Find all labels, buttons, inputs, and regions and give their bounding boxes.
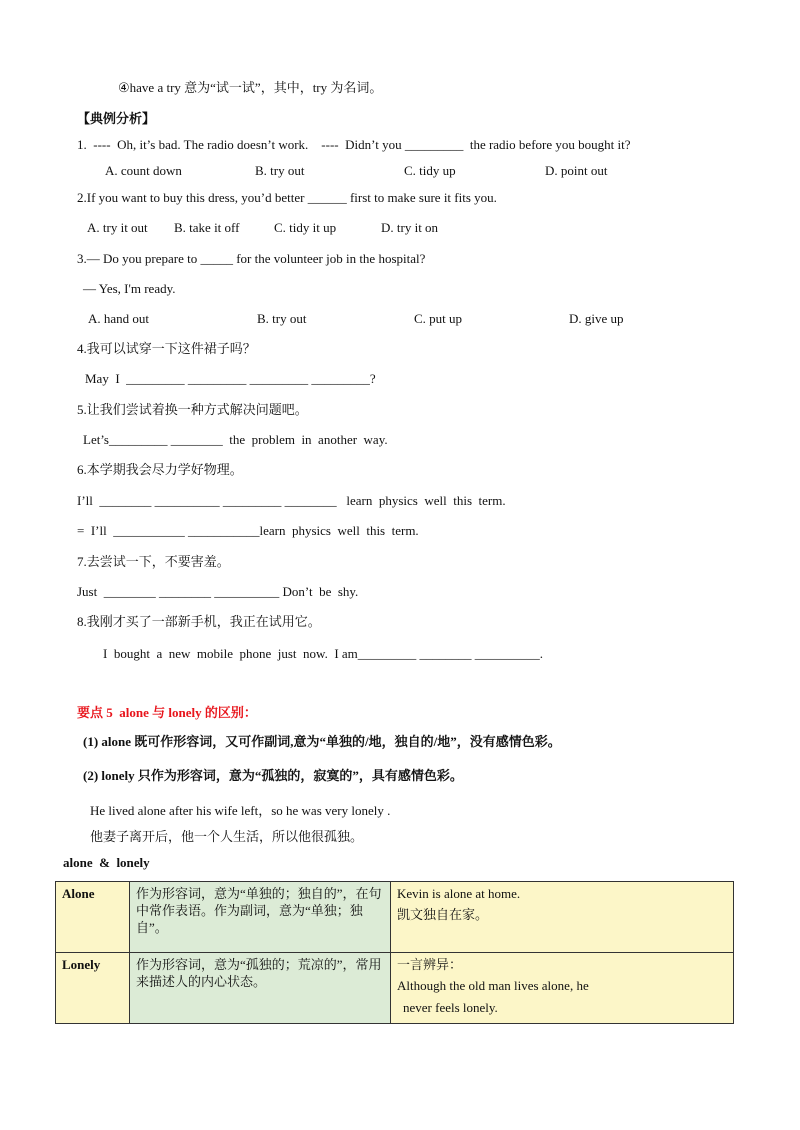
example-sentence-continued: never feels lonely. <box>403 1000 498 1015</box>
example-cell <box>391 953 734 1024</box>
q1-option-d: D. point out <box>545 163 608 178</box>
question-5-answer: Let’s_________ ________ the problem in another way. <box>83 432 388 447</box>
example-sentence: Kevin is alone at home. <box>397 886 521 901</box>
point-5-rule-1: (1) alone 既可作形容词，又可作副词,意为“单独的/地，独自的/地”，没有感情色彩。 <box>83 734 561 749</box>
q3-option-c: C. put up <box>414 311 463 326</box>
point-5-title: 要点 5 alone 与 lonely 的区别： <box>77 705 257 720</box>
example-translation: 凯文独自在家。 <box>397 907 489 922</box>
question-8-answer: I bought a new mobile phone just now. I am_________ ________ __________. <box>103 646 544 661</box>
question-3-reply: — Yes, I'm ready. <box>83 281 176 296</box>
question-4-answer: May I _________ _________ _________ _________? <box>85 371 376 386</box>
point-5-rule-2: (2) lonely 只作为形容词，意为“孤独的，寂寞的”，具有感情色彩。 <box>83 768 463 783</box>
q2-option-c: C. tidy it up <box>274 220 337 235</box>
alone-lonely-comparison-table <box>55 881 734 1024</box>
meaning-cell: 作为形容词，意为“单独的；独自的”，在句中常作表语。作为副词，意为“单独；独自”。 <box>130 882 391 953</box>
point-5-example-zh: 他妻子离开后，他一个人生活，所以他很孤独。 <box>90 829 364 844</box>
q3-option-b: B. try out <box>257 311 307 326</box>
point-5-example-en: He lived alone after his wife left，so he was very lonely . <box>90 803 391 818</box>
question-5-prompt: 5.让我们尝试着换一种方式解决问题吧。 <box>77 402 308 417</box>
question-7-answer: Just ________ ________ __________ Don’t be shy. <box>77 584 359 599</box>
question-1-stem: 1. ---- Oh, it’s bad. The radio doesn’t work. ---- Didn’t you _________ the radio before you bought it? <box>77 137 631 152</box>
comparison-table-caption: alone & lonely <box>63 855 150 870</box>
q2-option-a: A. try it out <box>87 220 148 235</box>
question-6-answer-1: I’ll ________ __________ _________ ________ learn physics well this term. <box>77 493 506 508</box>
example-label: 一言辨异： <box>397 957 463 972</box>
q1-option-a: A. count down <box>105 163 182 178</box>
example-cell <box>391 882 734 953</box>
question-2-stem: 2.If you want to buy this dress, you’d better ______ first to make sure it fits you. <box>77 190 497 205</box>
q1-option-c: C. tidy up <box>404 163 456 178</box>
question-8-prompt: 8.我刚才买了一部新手机，我正在试用它。 <box>77 614 321 629</box>
question-7-prompt: 7.去尝试一下，不要害羞。 <box>77 554 230 569</box>
table-row <box>56 953 734 1024</box>
word-cell: Lonely <box>56 953 130 1024</box>
meaning-cell: 作为形容词，意为“孤独的；荒凉的”，常用来描述人的内心状态。 <box>130 953 391 1024</box>
q2-option-d: D. try it on <box>381 220 439 235</box>
q3-option-a: A. hand out <box>88 311 150 326</box>
q3-option-d: D. give up <box>569 311 624 326</box>
q1-option-b: B. try out <box>255 163 305 178</box>
example-analysis-heading: 【典例分析】 <box>77 111 156 126</box>
question-3-stem: 3.— Do you prepare to _____ for the volunteer job in the hospital? <box>77 251 426 266</box>
table-row <box>56 882 734 953</box>
word-cell: Alone <box>56 882 130 953</box>
example-sentence: Although the old man lives alone, he <box>397 978 589 993</box>
q2-option-b: B. take it off <box>174 220 240 235</box>
question-6-prompt: 6.本学期我会尽力学好物理。 <box>77 462 243 477</box>
question-6-answer-2: = I’ll ___________ ___________learn physics well this term. <box>77 523 419 538</box>
question-4-prompt: 4.我可以试穿一下这件裙子吗？ <box>77 341 256 356</box>
note-have-a-try: ④have a try 意为“试一试”，其中，try 为名词。 <box>118 80 383 95</box>
